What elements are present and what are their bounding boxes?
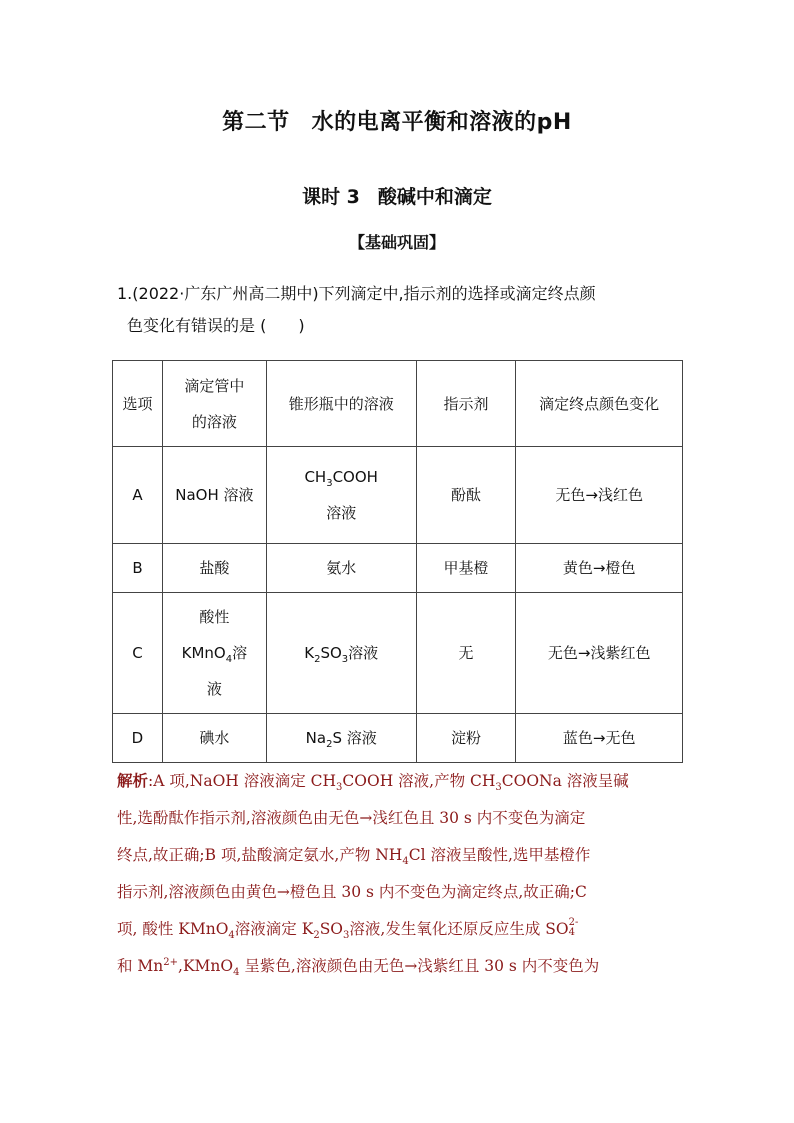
header-burette xyxy=(162,361,266,447)
cell-color-change: 无色→浅紫红色 xyxy=(516,593,683,714)
formula-subscript: 3 xyxy=(336,782,343,794)
ion-subscript: 4 xyxy=(568,927,575,938)
analysis-line xyxy=(117,948,687,985)
cell-flask xyxy=(266,714,416,763)
cell-option: D xyxy=(113,714,163,763)
ion-charge: 2+ xyxy=(163,956,179,968)
cell-burette: 碘水 xyxy=(162,714,266,763)
formula-subscript: 2 xyxy=(314,654,321,665)
analysis-line xyxy=(117,762,687,800)
analysis-line xyxy=(117,837,687,874)
formula-subscript: 3 xyxy=(343,930,350,942)
cell-flask-formula xyxy=(271,459,412,495)
text-run: 项, 酸性 KMnO xyxy=(117,920,229,938)
lesson-number: 课时 3 xyxy=(302,186,360,208)
formula-subscript: 4 xyxy=(228,930,235,942)
cell-burette: NaOH 溶液 xyxy=(162,447,266,544)
cell-color-change: 无色→浅红色 xyxy=(516,447,683,544)
header-burette-line2: 的溶液 xyxy=(191,412,237,431)
ion-charge-stack xyxy=(569,918,579,938)
cell-color-change: 黄色→橙色 xyxy=(516,544,683,593)
formula-part: 溶液 xyxy=(348,644,379,662)
formula-part: 溶 xyxy=(232,644,248,662)
title-section-number: 第二节 xyxy=(222,110,290,135)
cell-flask xyxy=(266,447,416,544)
cell-burette: 盐酸 xyxy=(162,544,266,593)
table-row xyxy=(113,714,683,763)
formula-subscript: 4 xyxy=(225,654,233,665)
analysis-text xyxy=(117,762,687,985)
cell-flask-solution: 溶液 xyxy=(326,504,357,522)
formula-part: COOH xyxy=(332,468,378,486)
ion-charge: 2- xyxy=(568,917,579,928)
header-indicator: 指示剂 xyxy=(416,361,516,447)
analysis-label: 解析 xyxy=(117,771,149,790)
question-line-1: 1.(2022·广东广州高二期中)下列滴定中,指示剂的选择或滴定终点颜 xyxy=(117,284,596,303)
header-burette-line1: 滴定管中 xyxy=(184,376,245,395)
header-endpoint-color: 滴定终点颜色变化 xyxy=(516,361,683,447)
formula-part: KMnO xyxy=(181,644,226,662)
text-run: SO xyxy=(319,920,344,938)
text-run: ,KMnO xyxy=(178,957,234,975)
formula-subscript: 4 xyxy=(402,856,409,868)
formula-subscript: 3 xyxy=(495,782,502,794)
lesson-name: 酸碱中和滴定 xyxy=(377,186,492,208)
cell-flask xyxy=(266,593,416,714)
header-option: 选项 xyxy=(113,361,163,447)
cell-indicator: 甲基橙 xyxy=(416,544,516,593)
text-run: 和 Mn xyxy=(117,957,164,975)
titration-table xyxy=(112,360,683,763)
formula-subscript: 4 xyxy=(233,967,240,979)
analysis-line: 性,选酚酞作指示剂,溶液颜色由无色→浅红色且 30 s 内不变色为滴定 xyxy=(117,809,586,827)
formula-part: S 溶液 xyxy=(332,729,377,747)
text-run: COONa 溶液呈碱 xyxy=(501,772,629,790)
cell-burette-line1: 酸性 xyxy=(199,608,230,626)
title-section-name: 水的电离平衡和溶液的pH xyxy=(311,110,572,135)
formula-subscript: 2 xyxy=(313,930,320,942)
table-row xyxy=(113,544,683,593)
cell-indicator: 淀粉 xyxy=(416,714,516,763)
cell-burette-line3: 液 xyxy=(206,680,222,698)
formula-subscript: 2 xyxy=(326,739,333,750)
formula-part: CH xyxy=(304,468,327,486)
text-run: Cl 溶液呈酸性,选甲基橙作 xyxy=(408,846,591,864)
text-run: COOH 溶液,产物 CH xyxy=(342,772,496,790)
cell-option: A xyxy=(113,447,163,544)
text-run: 终点,故正确;B 项,盐酸滴定氨水,产物 NH xyxy=(117,846,403,864)
question-1 xyxy=(117,278,697,342)
analysis-line xyxy=(117,911,687,948)
question-line-2: 色变化有错误的是 ( ) xyxy=(127,316,305,335)
formula-part: SO xyxy=(320,644,342,662)
cell-color-change: 蓝色→无色 xyxy=(516,714,683,763)
cell-option: C xyxy=(113,593,163,714)
cell-indicator: 酚酞 xyxy=(416,447,516,544)
analysis-line: 指示剂,溶液颜色由黄色→橙色且 30 s 内不变色为滴定终点,故正确;C xyxy=(117,883,587,901)
table-row xyxy=(113,447,683,544)
formula-part: Na xyxy=(305,729,327,747)
cell-option: B xyxy=(113,544,163,593)
table-header-row xyxy=(113,361,683,447)
cell-burette-line2 xyxy=(167,635,262,671)
formula-part: K xyxy=(304,644,315,662)
formula-subscript: 3 xyxy=(326,478,333,489)
lesson-subtitle xyxy=(0,182,794,209)
section-heading: 【基础巩固】 xyxy=(348,233,445,252)
cell-burette xyxy=(162,593,266,714)
formula-subscript: 3 xyxy=(341,654,349,665)
cell-flask: 氨水 xyxy=(266,544,416,593)
cell-indicator: 无 xyxy=(416,593,516,714)
text-run: 溶液滴定 K xyxy=(234,920,314,938)
page-title xyxy=(0,105,794,136)
text-run: 呈紫色,溶液颜色由无色→浅紫红且 30 s 内不变色为 xyxy=(239,957,600,975)
text-run: 溶液,发生氧化还原反应生成 SO xyxy=(349,920,569,938)
header-flask: 锥形瓶中的溶液 xyxy=(266,361,416,447)
text-run: :A 项,NaOH 溶液滴定 CH xyxy=(148,772,337,790)
table-row xyxy=(113,593,683,714)
